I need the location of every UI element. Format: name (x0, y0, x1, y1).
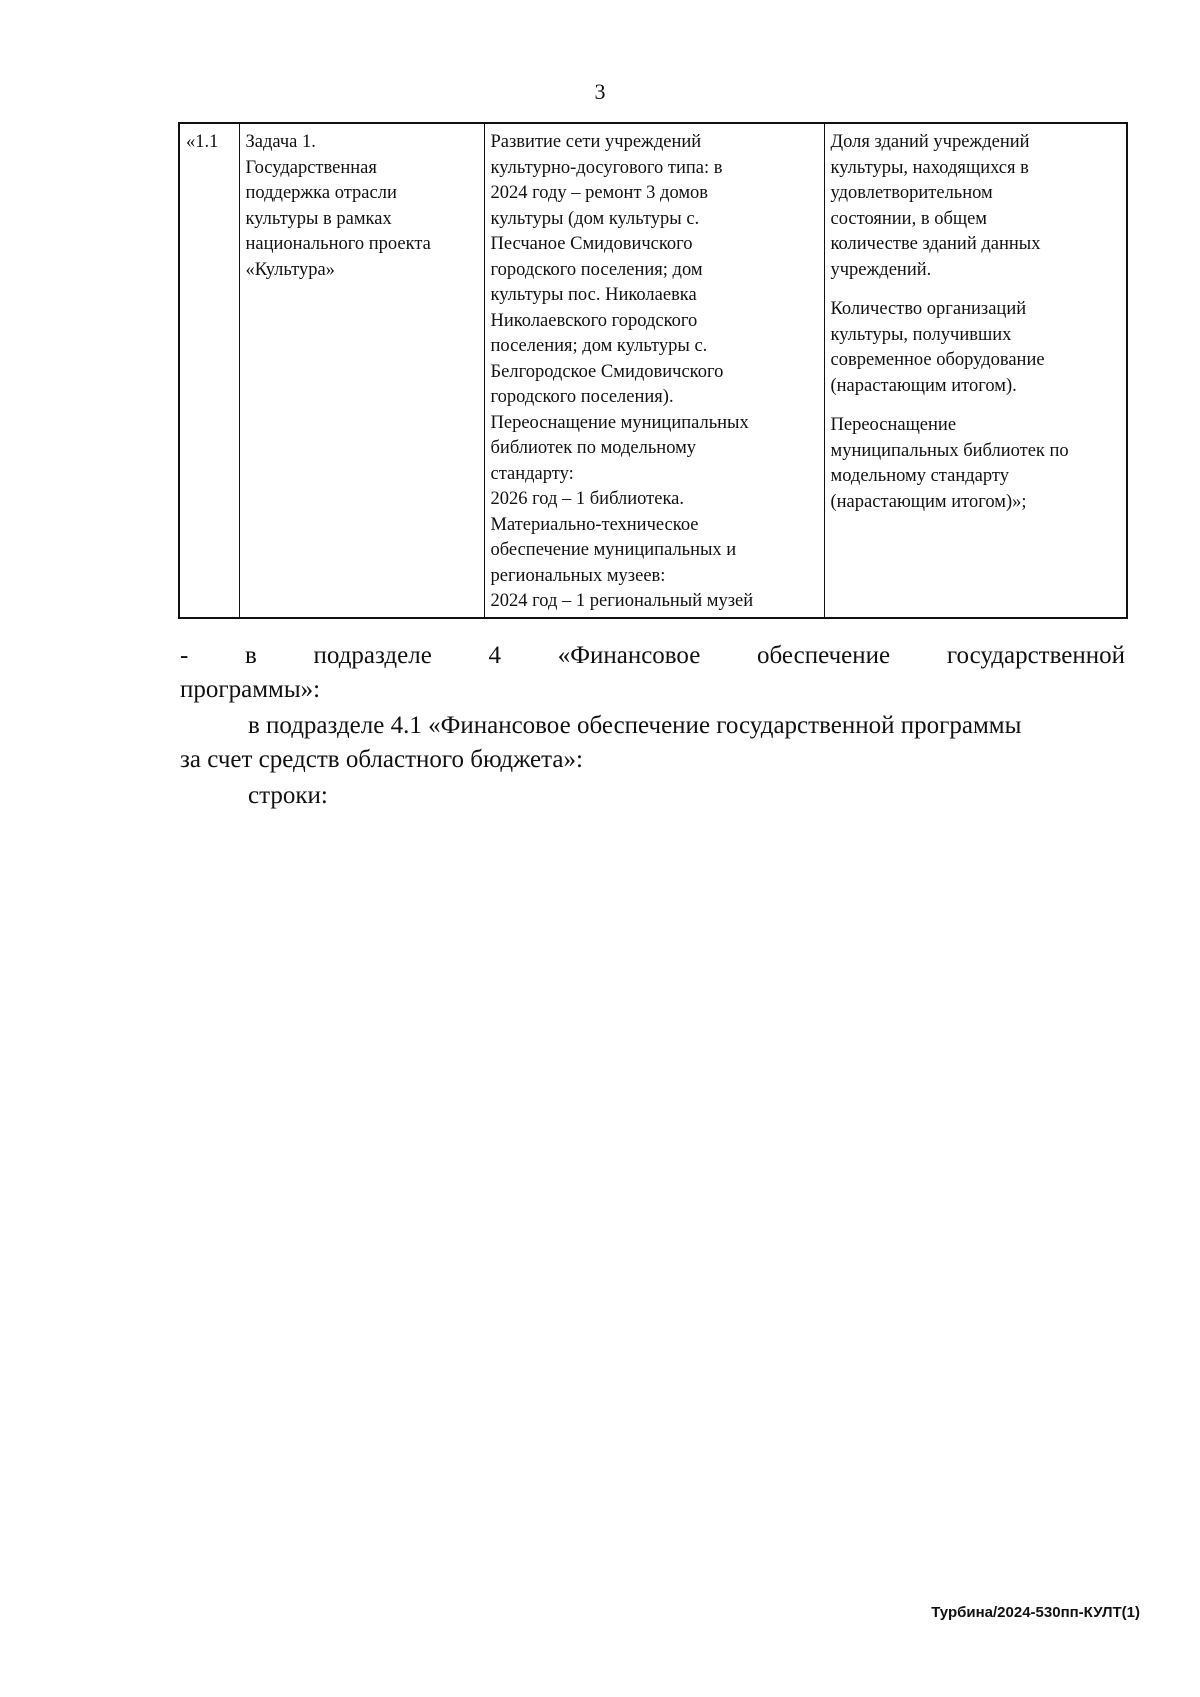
indicator-line: современное оборудование (830, 350, 1045, 370)
activity-line: Развитие сети учреждений (490, 132, 702, 152)
paragraph-rows: строки: (248, 782, 328, 809)
task-line: национального проекта (245, 234, 431, 254)
activity-line: культуры (дом культуры с. (490, 208, 700, 229)
indicator-line: (нарастающим итогом)»; (830, 491, 1027, 512)
task-line: «Культура» (245, 259, 335, 280)
indicator-line: состоянии, в общем (830, 208, 988, 229)
indicator-block-buildings (831, 130, 1121, 283)
activity-line: культуры пос. Николаевка (490, 285, 697, 305)
activity-line: Материально-техническое (490, 514, 699, 535)
activity-line: 2024 году – ремонт 3 домов (490, 183, 709, 203)
row-number-cell (179, 123, 239, 618)
indicator-line: культуры, находящихся в (830, 157, 1029, 178)
paragraph-subsection-4-line-2: программы»: (180, 676, 321, 703)
activity-line: 2024 год – 1 региональный музей (490, 591, 754, 611)
task-text (246, 130, 478, 283)
activity-line: Белгородское Смидовичского (490, 361, 724, 382)
task-cell (239, 123, 484, 618)
program-table (178, 122, 1128, 619)
indicator-line: (нарастающим итогом). (830, 375, 1017, 396)
indicator-block-equipment (831, 297, 1121, 399)
activity-line: Переоснащение муниципальных (490, 412, 749, 433)
task-line: культуры в рамках (245, 208, 392, 229)
paragraph-subsection-4-1-line-2: за счет средств областного бюджета»: (180, 746, 583, 773)
indicator-line: удовлетворительном (830, 183, 993, 203)
document-footer-id: Турбина/2024-530пп-КУЛТ(1) (931, 1604, 1140, 1621)
page-number: 3 (594, 79, 606, 104)
activity-line: Николаевского городского (490, 310, 698, 331)
indicator-line: культуры, получивших (830, 324, 1012, 345)
activity-line: региональных музеев: (490, 565, 666, 586)
task-line: Задача 1. (245, 132, 316, 152)
task-line: поддержка отрасли (245, 183, 397, 203)
activity-line: библиотек по модельному (490, 438, 697, 458)
indicator-line: Переоснащение (830, 415, 957, 435)
activity-line: Песчаное Смидовичского (490, 234, 693, 254)
activity-line: городского поселения). (490, 387, 674, 407)
indicator-line: муниципальных библиотек по (830, 440, 1069, 461)
activity-line: обеспечение муниципальных и (490, 540, 737, 560)
activities-cell (484, 123, 824, 618)
paragraph-subsection-4-line-1: - в подразделе 4 «Финансовое обеспечение государственной (180, 642, 1125, 669)
indicators-cell (824, 123, 1127, 618)
indicator-line: модельному стандарту (830, 466, 1009, 486)
spacer (831, 399, 1121, 413)
activity-line: поселения; дом культуры с. (490, 336, 708, 356)
indicator-line: учреждений. (830, 259, 932, 280)
spacer (831, 283, 1121, 297)
indicator-line: Доля зданий учреждений (830, 132, 1030, 152)
activities-text (491, 130, 818, 615)
task-line: Государственная (245, 157, 377, 178)
paragraph-subsection-4-1-line-1: в подразделе 4.1 «Финансовое обеспечение государственной программы (248, 712, 1022, 739)
indicator-block-libraries (831, 413, 1121, 515)
activity-line: 2026 год – 1 библиотека. (490, 489, 685, 509)
activity-line: стандарту: (490, 463, 574, 484)
indicator-line: Количество организаций (830, 299, 1027, 319)
indicator-line: количестве зданий данных (830, 234, 1041, 254)
row-number: «1.1 (186, 132, 219, 152)
activity-line: городского поселения; дом (490, 259, 703, 280)
activity-line: культурно-досугового типа: в (490, 157, 723, 178)
table-row (179, 123, 1127, 618)
